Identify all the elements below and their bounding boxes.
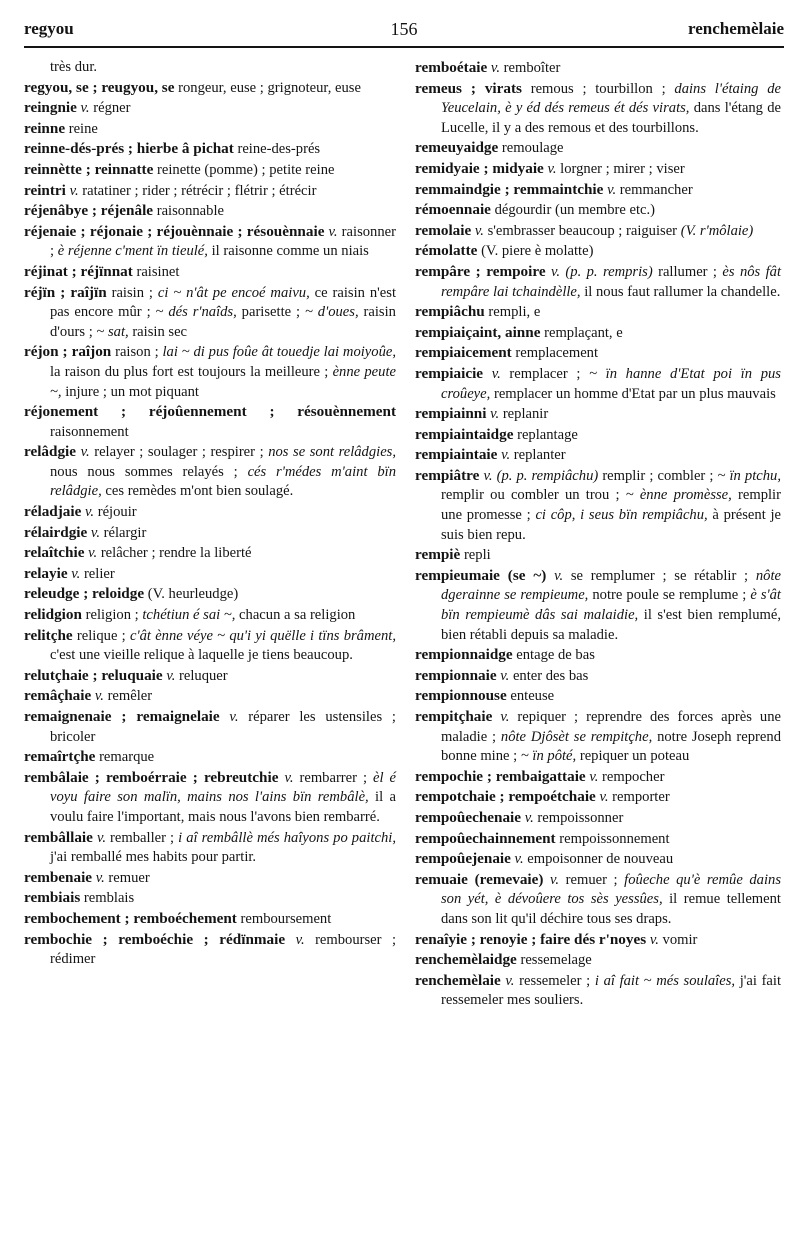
definition: replanter (513, 447, 566, 464)
headword: remâçhaie (24, 687, 92, 705)
grammar-label: v. (284, 769, 294, 786)
headword: relutçhaie ; reluquaie (24, 666, 163, 684)
headword: renchemèlaie (415, 971, 501, 989)
example-translation: parisette ; (241, 304, 301, 321)
dictionary-entry (415, 445, 781, 466)
dictionary-entry (415, 707, 781, 767)
headword: rempiaintaidge (415, 425, 514, 443)
headword: remaignenaie ; remaignelaie (24, 708, 220, 725)
headword: remeus ; virats (415, 79, 522, 97)
dictionary-entry (415, 566, 781, 645)
dictionary-entry (415, 767, 781, 788)
example-phrase: ~ ïn hanne d'Etat poi ïn pus croûeye, (441, 365, 781, 402)
example-translation: raisin sec (132, 323, 188, 340)
dictionary-entry (24, 160, 396, 181)
definition: reinette (pomme) ; petite reine (157, 161, 335, 178)
headword: réjinat ; réjïnnat (24, 262, 133, 280)
dictionary-entry (24, 626, 396, 666)
definition: remmancher (619, 181, 693, 198)
headword: rempiaiçaint, ainne (415, 323, 541, 341)
definition: rallumer ; (658, 263, 717, 280)
definition: raisonner ; (50, 223, 396, 260)
definition: s'embrasser beaucoup ; raiguiser (487, 222, 678, 239)
example-translation: il raisonne comme un niais (211, 243, 369, 260)
headword: rélairdgie (24, 523, 88, 541)
definition: rempoissonnement (559, 830, 670, 847)
definition: rongeur, euse ; grignoteur, euse (178, 79, 361, 96)
grammar-label: v. (500, 709, 510, 725)
example-phrase: i aî rembâllè més haîyons po paitchi, (178, 829, 396, 846)
dictionary-entry (24, 686, 396, 707)
page-header (24, 14, 784, 44)
headword: rempionnaie (415, 666, 497, 684)
grammar-label: v. (599, 789, 609, 806)
definition: rempoissonner (537, 809, 624, 826)
definition: remuer ; (565, 871, 618, 888)
example-phrase: ~ ïn ptchu, (717, 467, 781, 484)
example-phrase: ènne peute ~, (50, 363, 396, 400)
example-phrase: foûeche qu'è remûe dains son yét, è dévoûere tos sès yessûes, (441, 871, 781, 908)
definition: raisonnement (50, 423, 129, 440)
dictionary-entry (24, 78, 396, 99)
dictionary-entry (415, 323, 781, 344)
dictionary-entry (24, 747, 396, 768)
headword: relaîtchie (24, 544, 85, 562)
grammar-label: v. (95, 869, 105, 886)
definition: enter des bas (512, 667, 589, 684)
grammar-label: v. (94, 688, 104, 705)
headword: rempâre ; rempoire (415, 262, 546, 280)
grammar-label: v. (96, 829, 106, 846)
headword: rempiaintaie (415, 446, 498, 464)
example-translation: chacun a sa religion (239, 607, 356, 624)
definition: remboîter (503, 60, 561, 76)
dictionary-entry (415, 302, 781, 323)
headword: rembochement ; remboéchement (24, 909, 237, 927)
dictionary-entry (24, 58, 396, 78)
headword: rempotchaie ; rempoétchaie (415, 788, 596, 806)
definition: remuer (108, 869, 150, 886)
example-phrase: nôte dgerainne se rempieume, (441, 567, 781, 604)
definition: remblais (83, 890, 135, 907)
definition: remplacer ; (509, 365, 581, 382)
grammar-label: v. (p. p. rempiâchu) (483, 467, 599, 484)
dictionary-entry (415, 930, 781, 951)
example-phrase: dains l'étaing de Yeucelain, è y éd dés remeus ét dés virats, (441, 80, 781, 117)
dictionary-entry (415, 466, 781, 545)
headword: remuaie (remevaie) (415, 870, 544, 888)
grammar-label: v. (607, 181, 617, 198)
headword: remmaindgie ; remmaintchie (415, 180, 604, 198)
definition: dégourdir (un membre etc.) (494, 202, 656, 219)
grammar-label: v. (554, 567, 564, 584)
headword: reinnètte ; reinnatte (24, 160, 154, 178)
example-translation: raisin d'ours ; (50, 304, 396, 340)
definition: se remplumer ; se rétablir ; (570, 567, 749, 584)
headword: rempiaicement (415, 344, 512, 362)
headword: réjonement ; réjoûennement ; résouènnement (24, 403, 396, 421)
definition: empoisonner de nouveau (527, 851, 674, 868)
grammar-label: v. (71, 565, 81, 582)
example-phrase: ~ d'oues, (304, 304, 359, 321)
example-phrase: è s'ât bïn rempieumè dâs sai malaidie, (441, 587, 781, 624)
example-translation: il nous faut rallumer la chandelle. (584, 283, 781, 300)
headword: rempiè (415, 546, 461, 564)
dictionary-entry (415, 950, 781, 971)
dictionary-entry (415, 58, 781, 79)
definition: replantage (517, 426, 578, 443)
definition: raisonnable (156, 203, 224, 220)
page-number: 156 (390, 19, 418, 39)
dictionary-entry (24, 888, 396, 909)
dictionary-entry (24, 543, 396, 564)
definition: entage de bas (516, 647, 595, 664)
definition: relique ; (76, 627, 126, 644)
definition: rembourser ; rédimer (50, 931, 397, 968)
dictionary-entry (415, 180, 781, 201)
definition: vomir (662, 931, 698, 948)
grammar-label: v. (p. p. rempris) (550, 263, 653, 280)
headword: rémolatte (415, 242, 478, 260)
dictionary-entry (24, 707, 396, 747)
headword: rempiâtre (415, 466, 480, 484)
example-phrase: ès nôs fât rempâre lai tchaindèlle, (441, 263, 782, 300)
dictionary-entry (415, 645, 781, 666)
header-rule (24, 46, 784, 48)
headword: rembochie ; remboéchie ; rédïnmaie (24, 930, 286, 948)
dictionary-entry (24, 868, 396, 889)
definition: (V. piere è molatte) (481, 243, 594, 260)
headword: rempoûechenaie (415, 808, 522, 826)
example-translation: notre Joseph reprend bonne mine ; (441, 728, 781, 765)
grammar-label: v. (80, 444, 90, 461)
dictionary-entry (415, 364, 781, 404)
dictionary-entry (415, 425, 781, 446)
example-phrase: cés r'médes m'aint bïn relâdgie, (50, 463, 396, 500)
example-translation: la raison du plus fort est toujours la meilleure ; (50, 363, 329, 380)
dictionary-entry (24, 502, 396, 523)
headword: réjïn ; raîjïn (24, 283, 107, 301)
grammar-label: v. (295, 931, 305, 948)
headword: rembâllaie (24, 828, 93, 846)
headword: réjenaie ; réjonaie ; réjouènnaie ; résouènnaie (24, 222, 325, 240)
definition: reluquer (179, 667, 228, 684)
dictionary-entry (415, 849, 781, 870)
dictionary-entry (415, 138, 781, 159)
headword: rempochie ; rembaigattaie (415, 767, 586, 785)
headword: rempiaicie (415, 364, 484, 382)
example-translation: dans l'étang de Lucelle, il y a des remous et des tourbillons. (441, 100, 781, 136)
definition: remplir ; combler ; (602, 467, 714, 484)
dictionary-entry (24, 523, 396, 544)
left-column (24, 58, 396, 970)
example-translation: notre poule se remplume ; (592, 587, 747, 604)
example-phrase: i aî fait ~ més soulaîes, (594, 972, 736, 989)
definition: repli (463, 547, 491, 564)
headword: rempieumaie (se ~) (415, 566, 547, 584)
running-head-right: renchemèlaie (688, 19, 784, 38)
definition: lorgner ; mirer ; viser (560, 160, 685, 177)
example-translation: il remue tellement dans son lit qu'il déchire tous ses draps. (441, 891, 781, 927)
headword: relidgion (24, 606, 82, 624)
dictionary-entry (415, 870, 781, 930)
example-phrase: tchétiun é sai ~, (142, 607, 236, 624)
example-translation: injure ; un mot piquant (65, 383, 199, 400)
headword: relayie (24, 564, 68, 582)
example-translation: il a voulu faire l'important, mais nous l'avons bien rembarré. (50, 789, 396, 825)
grammar-label: v. (524, 809, 534, 826)
headword: réjenâbye ; réjenâle (24, 202, 154, 220)
example-phrase: ~ dés r'naîds, (155, 304, 237, 321)
dictionary-entry (415, 404, 781, 425)
dictionary-entry (24, 283, 396, 343)
dictionary-entry (24, 181, 396, 202)
headword: relitçhe (24, 626, 73, 644)
definition: très dur. (50, 59, 98, 75)
definition: remarque (99, 749, 155, 766)
definition: réjouir (97, 504, 137, 521)
definition: remêler (107, 688, 153, 705)
dictionary-entry (24, 222, 396, 262)
dictionary-entry (415, 221, 781, 242)
definition: remballer ; (110, 829, 175, 846)
definition: rélargir (103, 524, 147, 541)
definition: remplaçant, e (544, 324, 623, 341)
definition: raisin ; (111, 284, 153, 301)
headword: reinne-dés-prés ; hierbe â pichat (24, 140, 234, 158)
definition: ressemeler ; (519, 972, 591, 989)
headword: rembiais (24, 889, 81, 907)
grammar-label: v. (490, 406, 500, 423)
dictionary-entry (415, 241, 781, 262)
definition: rembarrer ; (299, 769, 368, 786)
dictionary-entry (415, 159, 781, 180)
grammar-label: v. (229, 709, 239, 725)
grammar-label: v. (474, 222, 484, 239)
definition: repiquer ; reprendre des forces après une maladie ; (441, 709, 781, 745)
grammar-label: v. (514, 851, 524, 868)
dictionary-entry (415, 200, 781, 221)
example-translation: remplacer un homme d'Etat par un plus mauvais (493, 385, 776, 402)
definition: religion ; (85, 607, 139, 624)
headword: rempionnaidge (415, 646, 513, 664)
definition: enteuse (510, 688, 555, 705)
definition: relayer ; soulager ; respirer ; (94, 444, 264, 461)
example-translation: nous nous sommes relayés ; (50, 463, 238, 480)
headword: rempoûejenaie (415, 850, 511, 868)
definition: relâcher ; rendre la liberté (100, 545, 252, 562)
grammar-label: v. (589, 768, 599, 785)
dictionary-entry (24, 402, 396, 442)
example-translation: il s'est bien remplumé, bien rétabli depuis sa maladie. (441, 607, 782, 643)
dictionary-entry (24, 342, 396, 402)
definition: reine (68, 120, 98, 137)
headword: reingnie (24, 99, 77, 117)
grammar-label: v. (328, 223, 338, 240)
example-phrase: c'ât ènne véye ~ qu'i yi quëlle i tïns brâment, (130, 627, 396, 644)
dictionary-entry (415, 829, 781, 850)
headword: reinne (24, 119, 66, 137)
dictionary-entry (24, 666, 396, 687)
grammar-label: v. (501, 447, 511, 464)
grammar-label: v. (500, 667, 510, 684)
definition: raison ; (115, 344, 159, 361)
dictionary-entry (415, 545, 781, 566)
headword: rempiâchu (415, 303, 485, 321)
definition: ressemelage (520, 952, 592, 969)
headword: reintri (24, 181, 66, 199)
example-translation: remplir une promesse ; (441, 487, 781, 524)
definition: replanir (502, 406, 549, 423)
dictionary-entry (24, 201, 396, 222)
example-translation: ces remèdes m'ont bien soulagé. (105, 483, 294, 500)
example-phrase: lai ~ di pus foûe ât touedje lai moiyoûe, (162, 344, 397, 361)
headword: renaîyie ; renoyie ; faire dés r'noyes (415, 930, 647, 948)
example-phrase: ~ ènne promèsse, (625, 487, 732, 504)
headword: rembenaie (24, 868, 93, 886)
headword: remolaie (415, 221, 472, 239)
definition: ratatiner ; rider ; rétrécir ; flétrir ; étrécir (82, 182, 317, 199)
grammar-label: v. (85, 504, 95, 521)
headword: remaîrtçhe (24, 748, 96, 766)
dictionary-entry (24, 828, 396, 868)
right-column (415, 58, 781, 1011)
headword: remeuyaidge (415, 139, 499, 157)
grammar-label: v. (547, 160, 557, 177)
dictionary-entry (24, 930, 396, 970)
example-phrase: ~ ïn pôté, (520, 748, 577, 765)
running-head-left: regyou (24, 19, 74, 38)
headword: rembâlaie ; remboérraie ; rebreutchie (24, 768, 279, 786)
headword: rempionnouse (415, 687, 507, 705)
example-phrase: (V. r'môlaie) (680, 222, 754, 239)
definition: (V. heurleudge) (147, 586, 239, 603)
definition: remboursement (240, 910, 332, 927)
headword: regyou, se ; reugyou, se (24, 78, 175, 96)
dictionary-entry (24, 768, 396, 828)
example-phrase: nos se sont relâdgies, (268, 444, 397, 461)
dictionary-entry (24, 584, 396, 605)
grammar-label: v. (90, 524, 100, 541)
headword: rempitçhaie (415, 708, 493, 725)
headword: réjon ; raîjon (24, 343, 112, 361)
dictionary-entry (415, 808, 781, 829)
grammar-label: v. (490, 60, 500, 76)
definition: remous ; tourbillon ; (530, 80, 666, 97)
definition: remporter (612, 789, 670, 806)
dictionary-entry (24, 98, 396, 119)
example-translation: j'ai fait ressemeler mes souliers. (441, 972, 782, 1009)
example-translation: à présent je suis bien repu. (441, 507, 782, 543)
grammar-label: v. (505, 972, 515, 989)
dictionary-entry (415, 787, 781, 808)
example-phrase: è réjenne c'ment ïn tieulé, (57, 243, 208, 260)
definition: rempli, e (488, 304, 541, 321)
definition: rempocher (602, 768, 665, 785)
dictionary-entry (24, 909, 396, 930)
definition: régner (93, 100, 131, 117)
dictionary-entry (415, 262, 781, 302)
definition: remplacement (515, 345, 599, 362)
grammar-label: v. (88, 545, 98, 562)
definition: relier (83, 565, 115, 582)
dictionary-entry (24, 442, 396, 502)
headword: renchemèlaidge (415, 951, 517, 969)
dictionary-entry (24, 605, 396, 626)
dictionary-entry (24, 119, 396, 140)
headword: releudge ; reloidge (24, 585, 145, 603)
example-phrase: ci côp, i seus bïn rempiâchu, (535, 507, 708, 524)
example-translation: repiquer un poteau (579, 748, 690, 765)
example-phrase: nôte Djôsèt se rempitçhe, (500, 728, 653, 745)
dictionary-entry (24, 262, 396, 283)
grammar-label: v. (649, 931, 659, 948)
dictionary-entry (415, 343, 781, 364)
example-phrase: èl é voyu faire son malïn, mains nos l'ains bïn rembâlè, (50, 769, 396, 806)
grammar-label: v. (69, 182, 79, 199)
example-translation: remplir ou combler un trou ; (441, 487, 620, 504)
dictionary-entry (24, 139, 396, 160)
example-phrase: ci ~ n'ât pe encoé maivu, (157, 284, 310, 301)
headword: remidyaie ; midyaie (415, 159, 544, 177)
dictionary-entry (24, 564, 396, 585)
grammar-label: v. (491, 365, 501, 382)
headword: rémoennaie (415, 201, 491, 219)
headword: relâdgie (24, 443, 77, 461)
grammar-label: v. (550, 871, 560, 888)
definition: raisinet (136, 263, 180, 280)
definition: reine-des-prés (237, 141, 321, 158)
dictionary-entry (415, 971, 781, 1011)
definition: réparer les ustensiles ; bricoler (50, 709, 396, 745)
grammar-label: v. (166, 667, 176, 684)
example-translation: j'ai remballé mes habits pour partir. (50, 849, 257, 866)
dictionary-entry (415, 686, 781, 707)
headword: rempiainni (415, 405, 487, 423)
example-translation: ce raisin n'est pas encore mûr ; (50, 284, 397, 321)
example-phrase: ~ sat, (96, 323, 129, 340)
headword: rempoûechainnement (415, 829, 556, 847)
definition: remoulage (501, 140, 564, 157)
headword: réladjaie (24, 503, 82, 521)
headword: remboétaie (415, 59, 488, 76)
dictionary-entry (415, 79, 781, 139)
dictionary-entry (415, 666, 781, 687)
example-translation: c'est une vieille relique à laquelle je tiens beaucoup. (50, 647, 353, 664)
grammar-label: v. (80, 100, 90, 117)
